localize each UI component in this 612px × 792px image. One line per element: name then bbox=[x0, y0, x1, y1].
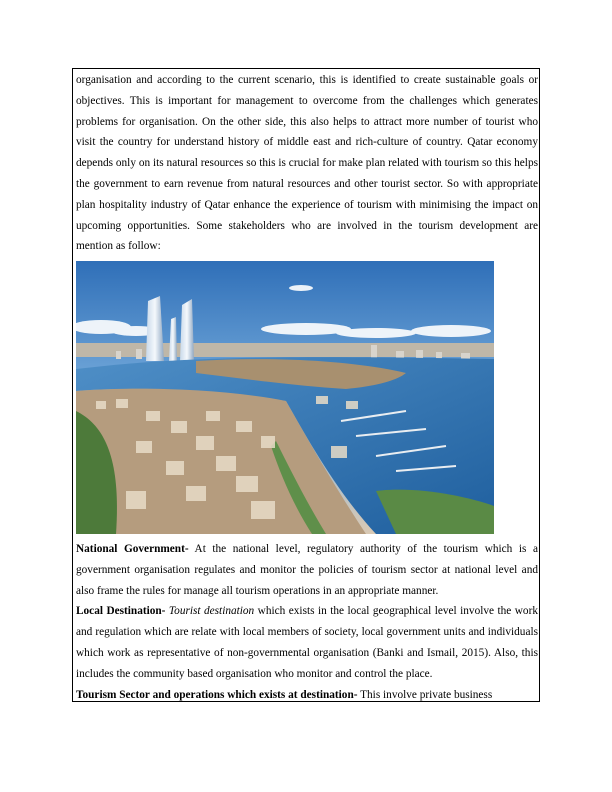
qatar-city-aerial-photo bbox=[76, 261, 494, 534]
tourism-sector-paragraph: Tourism Sector and operations which exists at destination- This involve private business bbox=[76, 688, 493, 701]
tourism-sector-heading: Tourism Sector and operations which exists at destination- bbox=[76, 688, 358, 701]
local-destination-heading: Local Destination- bbox=[76, 605, 166, 618]
page-content-frame bbox=[72, 68, 540, 702]
stakeholders-section bbox=[76, 539, 538, 705]
national-government-heading: National Government- bbox=[76, 543, 189, 555]
local-destination-paragraph: Local Destination- Tourist destination which exists in the local geographical level involve the work and regulation which are relate with local members of society, local government units and individuals which work as representative of non-governmental organisation (Banki and Ismail, 2015). Also, this includes the community based organisation who monitor and control the place. bbox=[76, 605, 538, 680]
intro-paragraph: organisation and according to the current scenario, this is identified to create sustainable goals or objectives. This is important for management to overcome from the challenges which generates problems for organisation. On the other side, this also helps to attract more number of tourist who visit the country for understand history of middle east and rich-culture of country. Qatar economy depends only on its natural resources so this is crucial for make plan related with tourism so this helps the government to earn revenue from natural resources and other tourist sector. So with appropriate plan hospitality industry of Qatar enhance the experience of tourism with minimising the impact on upcoming opportunities. Some stakeholders who are involved in the tourism development are mention as follow: bbox=[76, 74, 538, 253]
national-government-paragraph: National Government- At the national level, regulatory authority of the tourism which is a government organisation regulates and monitor the policies of tourism sector at national level and also frame the rules for manage all tourism operations in an appropriate manner. bbox=[76, 543, 538, 597]
